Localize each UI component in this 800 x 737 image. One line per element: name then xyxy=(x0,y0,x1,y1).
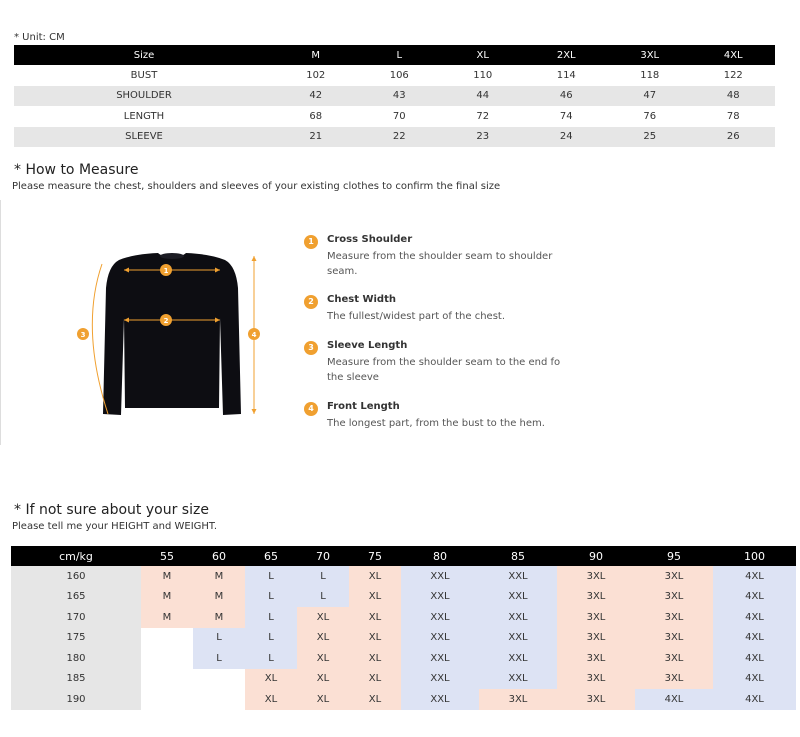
height-cell: 160 xyxy=(11,566,141,587)
size-chart-header: Size xyxy=(14,45,274,65)
size-cell xyxy=(141,669,193,690)
step-title: Chest Width xyxy=(327,294,396,305)
step-number-badge: 2 xyxy=(304,295,318,309)
height-weight-header: 95 xyxy=(635,546,713,566)
height-cell: 190 xyxy=(11,689,141,710)
size-cell: XXL xyxy=(479,607,557,628)
table-row xyxy=(14,86,775,107)
size-cell: XXL xyxy=(401,648,479,669)
size-cell xyxy=(193,669,245,690)
size-cell: XXL xyxy=(479,566,557,587)
table-cell: 78 xyxy=(726,110,740,122)
table-cell: 68 xyxy=(309,110,323,122)
table-cell: SHOULDER xyxy=(14,86,274,107)
table-cell: SLEEVE xyxy=(14,127,274,148)
table-cell: 47 xyxy=(608,86,692,107)
table-row xyxy=(11,689,796,710)
size-cell: M xyxy=(193,587,245,608)
size-cell: L xyxy=(245,607,297,628)
table-row xyxy=(14,127,775,148)
size-cell: XXL xyxy=(401,607,479,628)
size-cell: XL xyxy=(349,628,401,649)
size-cell: 4XL xyxy=(713,628,796,649)
size-cell: XL xyxy=(297,689,349,710)
size-cell: XXL xyxy=(401,669,479,690)
size-cell: XL xyxy=(297,648,349,669)
size-cell: 3XL xyxy=(635,628,713,649)
size-cell: 3XL xyxy=(557,587,635,608)
size-cell: XXL xyxy=(479,587,557,608)
table-cell: 110 xyxy=(473,69,493,81)
size-chart-header: L xyxy=(358,45,442,65)
how-to-measure-subtitle: Please measure the chest, shoulders and sleeves of your existing clothes to confirm the final size xyxy=(12,181,501,192)
size-cell: L xyxy=(297,566,349,587)
table-cell: 102 xyxy=(306,69,326,81)
height-weight-header: 90 xyxy=(557,546,635,566)
svg-text:4: 4 xyxy=(251,331,257,339)
table-cell: 46 xyxy=(525,86,609,107)
height-weight-header-row xyxy=(11,546,796,566)
size-chart-header: 3XL xyxy=(608,45,692,65)
size-cell: 3XL xyxy=(557,566,635,587)
sweater-collar xyxy=(160,253,184,259)
size-cell xyxy=(141,689,193,710)
size-cell: XXL xyxy=(401,628,479,649)
size-cell: XXL xyxy=(401,587,479,608)
height-weight-header: 75 xyxy=(349,546,401,566)
svg-text:1: 1 xyxy=(163,267,169,275)
table-cell: 25 xyxy=(608,127,692,148)
size-chart-table xyxy=(14,45,775,147)
table-cell: 42 xyxy=(274,86,358,107)
size-cell: 3XL xyxy=(479,689,557,710)
height-weight-header: 85 xyxy=(479,546,557,566)
table-cell: 70 xyxy=(392,110,406,122)
size-cell xyxy=(141,648,193,669)
table-row xyxy=(11,648,796,669)
size-cell: XL xyxy=(245,669,297,690)
step-number-badge: 1 xyxy=(304,235,318,249)
svg-text:2: 2 xyxy=(163,317,169,325)
table-cell: 122 xyxy=(723,69,743,81)
size-cell: 3XL xyxy=(635,607,713,628)
size-cell: L xyxy=(297,587,349,608)
table-cell: 74 xyxy=(559,110,573,122)
size-cell xyxy=(193,689,245,710)
size-cell: XL xyxy=(297,669,349,690)
size-cell: 3XL xyxy=(635,587,713,608)
size-cell: XXL xyxy=(401,689,479,710)
size-cell: L xyxy=(245,587,297,608)
table-cell: 24 xyxy=(525,127,609,148)
table-cell: 26 xyxy=(692,127,776,148)
table-cell: 118 xyxy=(640,69,660,81)
size-cell: 4XL xyxy=(713,669,796,690)
table-cell: 106 xyxy=(389,69,409,81)
height-weight-header: 70 xyxy=(297,546,349,566)
size-cell: 4XL xyxy=(713,587,796,608)
step-description: The fullest/widest part of the chest. xyxy=(327,311,506,322)
height-cell: 165 xyxy=(11,587,141,608)
size-cell: M xyxy=(141,607,193,628)
height-weight-header: 80 xyxy=(401,546,479,566)
size-cell: XL xyxy=(297,607,349,628)
height-cell: 170 xyxy=(11,607,141,628)
step-title: Front Length xyxy=(327,401,400,412)
size-chart-header: XL xyxy=(441,45,525,65)
height-cell: 185 xyxy=(11,669,141,690)
table-cell: 44 xyxy=(441,86,525,107)
size-cell: XL xyxy=(349,648,401,669)
size-cell: 3XL xyxy=(557,669,635,690)
step-description: Measure from the shoulder seam to shoulder seam. xyxy=(327,251,553,277)
size-cell: 3XL xyxy=(635,669,713,690)
size-cell: M xyxy=(193,607,245,628)
size-cell: L xyxy=(193,628,245,649)
size-cell: XXL xyxy=(479,628,557,649)
step-number-badge: 4 xyxy=(304,402,318,416)
size-cell: 3XL xyxy=(635,648,713,669)
table-row xyxy=(11,566,796,587)
height-cell: 175 xyxy=(11,628,141,649)
size-chart-header-row xyxy=(14,45,775,65)
step-description: The longest part, from the bust to the hem. xyxy=(327,418,545,429)
height-weight-table xyxy=(11,546,796,710)
size-cell: 4XL xyxy=(713,566,796,587)
size-cell: 3XL xyxy=(557,607,635,628)
size-cell: 4XL xyxy=(713,648,796,669)
table-row xyxy=(11,607,796,628)
size-cell: XL xyxy=(349,689,401,710)
size-cell: 4XL xyxy=(713,689,796,710)
size-cell: M xyxy=(141,587,193,608)
size-cell: L xyxy=(245,648,297,669)
step-title: Cross Shoulder xyxy=(327,234,413,245)
size-cell: M xyxy=(141,566,193,587)
size-cell: XXL xyxy=(479,669,557,690)
size-cell: L xyxy=(193,648,245,669)
size-chart-header: M xyxy=(274,45,358,65)
unsure-size-subtitle: Please tell me your HEIGHT and WEIGHT. xyxy=(12,521,218,532)
table-row xyxy=(11,628,796,649)
table-cell: 21 xyxy=(274,127,358,148)
table-cell: 72 xyxy=(476,110,490,122)
step-description: Measure from the shoulder seam to the end fo the sleeve xyxy=(327,357,561,383)
height-weight-header: cm/kg xyxy=(11,546,141,566)
table-cell: 43 xyxy=(358,86,442,107)
size-cell: L xyxy=(245,566,297,587)
how-to-measure-heading: * How to Measure xyxy=(14,162,139,178)
step-title: Sleeve Length xyxy=(327,340,408,351)
size-chart-header: 4XL xyxy=(692,45,776,65)
size-cell: 4XL xyxy=(713,607,796,628)
table-row xyxy=(14,106,775,127)
size-cell: XL xyxy=(245,689,297,710)
table-cell: 48 xyxy=(692,86,776,107)
table-cell: LENGTH xyxy=(123,110,165,122)
size-cell: XXL xyxy=(479,648,557,669)
size-cell: 3XL xyxy=(635,566,713,587)
sweater-shape xyxy=(103,253,241,415)
size-cell: L xyxy=(245,628,297,649)
table-cell: BUST xyxy=(130,69,158,81)
table-row xyxy=(11,669,796,690)
unit-label: * Unit: CM xyxy=(14,32,65,43)
height-weight-header: 65 xyxy=(245,546,297,566)
sweater-illustration xyxy=(74,248,270,420)
size-cell: 4XL xyxy=(635,689,713,710)
table-cell: 114 xyxy=(556,69,576,81)
height-cell: 180 xyxy=(11,648,141,669)
table-cell: 22 xyxy=(358,127,442,148)
size-cell: XL xyxy=(349,607,401,628)
step-number-badge: 3 xyxy=(304,341,318,355)
table-cell: 76 xyxy=(643,110,657,122)
size-cell: M xyxy=(193,566,245,587)
height-weight-header: 100 xyxy=(713,546,796,566)
size-cell: 3XL xyxy=(557,628,635,649)
size-cell: 3XL xyxy=(557,648,635,669)
svg-text:3: 3 xyxy=(80,331,86,339)
height-weight-header: 60 xyxy=(193,546,245,566)
size-cell: XL xyxy=(349,669,401,690)
table-cell: 23 xyxy=(441,127,525,148)
size-cell: XL xyxy=(349,566,401,587)
size-chart-header: 2XL xyxy=(525,45,609,65)
height-weight-header: 55 xyxy=(141,546,193,566)
table-row xyxy=(11,587,796,608)
unsure-size-heading: * If not sure about your size xyxy=(14,502,209,518)
size-cell: XXL xyxy=(401,566,479,587)
size-cell: XL xyxy=(297,628,349,649)
size-cell xyxy=(141,628,193,649)
size-cell: 3XL xyxy=(557,689,635,710)
table-row xyxy=(14,65,775,86)
size-cell: XL xyxy=(349,587,401,608)
divider xyxy=(0,200,1,445)
